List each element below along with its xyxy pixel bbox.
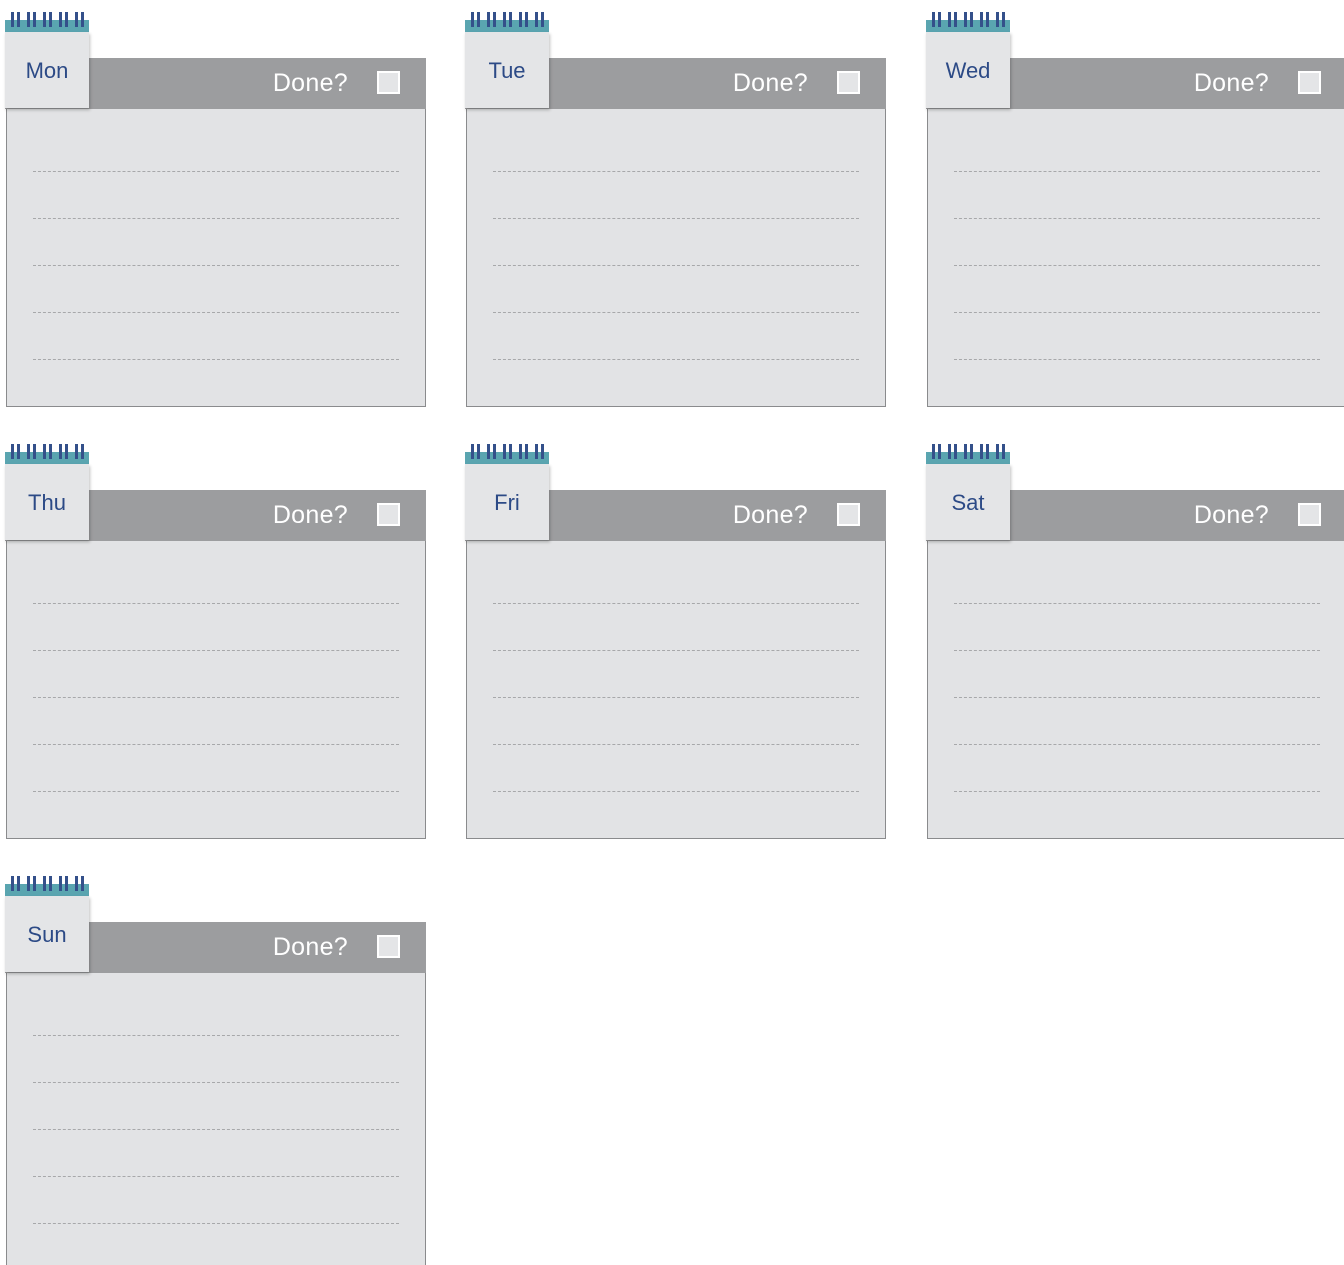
note-line: [33, 312, 399, 313]
note-line: [33, 218, 399, 219]
spiral-coil: [535, 12, 538, 27]
spiral-coil: [49, 12, 52, 27]
spiral-coil: [75, 876, 78, 891]
done-checkbox[interactable]: [1298, 503, 1321, 526]
day-card-thu: [0, 432, 420, 782]
spiral-coil: [509, 12, 512, 27]
spiral-coil: [65, 12, 68, 27]
note-line: [493, 650, 859, 651]
spiral-coil: [33, 876, 36, 891]
note-line: [33, 1223, 399, 1224]
note-line: [954, 312, 1320, 313]
spiral-binding-icon: [5, 12, 89, 32]
spiral-coil: [81, 12, 84, 27]
spiral-binding-icon: [5, 444, 89, 464]
done-label: Done?: [732, 69, 808, 97]
note-line: [33, 650, 399, 651]
note-line: [493, 603, 859, 604]
spiral-coil: [59, 444, 62, 459]
spiral-coil: [11, 12, 14, 27]
notes-area[interactable]: [927, 540, 1344, 839]
spiral-coil: [33, 12, 36, 27]
note-line: [33, 1082, 399, 1083]
note-line: [954, 359, 1320, 360]
spiral-coil: [43, 876, 46, 891]
day-card-wed: [921, 0, 1341, 350]
spiral-coil: [471, 444, 474, 459]
day-tab: [465, 464, 549, 540]
note-line: [33, 1176, 399, 1177]
spiral-coil: [541, 12, 544, 27]
spiral-coil: [65, 444, 68, 459]
spiral-coil: [519, 12, 522, 27]
spiral-coil: [525, 444, 528, 459]
note-line: [954, 218, 1320, 219]
note-line: [954, 650, 1320, 651]
note-line: [33, 791, 399, 792]
spiral-coil: [81, 444, 84, 459]
day-tab: [5, 896, 89, 972]
note-line: [493, 312, 859, 313]
spiral-coil: [65, 876, 68, 891]
notes-area[interactable]: [6, 540, 426, 839]
note-line: [493, 265, 859, 266]
spiral-coil: [75, 12, 78, 27]
note-line: [954, 171, 1320, 172]
notes-area[interactable]: [6, 108, 426, 407]
spiral-coil: [11, 876, 14, 891]
spiral-coil: [938, 12, 941, 27]
day-label: Sun: [27, 922, 67, 947]
spiral-coil: [477, 12, 480, 27]
spiral-coil: [503, 12, 506, 27]
spiral-coil: [954, 444, 957, 459]
note-line: [954, 265, 1320, 266]
spiral-coil: [996, 444, 999, 459]
note-line: [954, 791, 1320, 792]
note-line: [954, 603, 1320, 604]
spiral-coil: [17, 444, 20, 459]
note-line: [33, 603, 399, 604]
spiral-coil: [43, 444, 46, 459]
spiral-coil: [948, 12, 951, 27]
spiral-coil: [477, 444, 480, 459]
spiral-coil: [525, 12, 528, 27]
spiral-coil: [49, 444, 52, 459]
spiral-coil: [1002, 12, 1005, 27]
spiral-coil: [948, 444, 951, 459]
notes-area[interactable]: [466, 108, 886, 407]
day-label: Tue: [488, 58, 526, 83]
done-label: Done?: [272, 501, 348, 529]
spiral-coil: [964, 12, 967, 27]
done-checkbox[interactable]: [837, 71, 860, 94]
day-tab: [926, 32, 1010, 108]
spiral-coil: [535, 444, 538, 459]
note-line: [493, 791, 859, 792]
day-card-tue: [460, 0, 880, 350]
spiral-coil: [493, 12, 496, 27]
spiral-coil: [964, 444, 967, 459]
spiral-coil: [541, 444, 544, 459]
note-line: [493, 171, 859, 172]
spiral-coil: [980, 12, 983, 27]
spiral-coil: [996, 12, 999, 27]
day-tab: [5, 32, 89, 108]
spiral-binding-icon: [5, 876, 89, 896]
spiral-coil: [487, 12, 490, 27]
spiral-coil: [17, 876, 20, 891]
day-card-sun: [0, 864, 420, 1214]
day-card-mon: [0, 0, 420, 350]
spiral-binding-icon: [465, 444, 549, 464]
notes-area[interactable]: [927, 108, 1344, 407]
spiral-coil: [986, 12, 989, 27]
spiral-coil: [75, 444, 78, 459]
spiral-coil: [27, 876, 30, 891]
day-tab: [5, 464, 89, 540]
spiral-binding-icon: [465, 12, 549, 32]
note-line: [493, 697, 859, 698]
spiral-coil: [59, 12, 62, 27]
spiral-coil: [980, 444, 983, 459]
spiral-coil: [503, 444, 506, 459]
spiral-coil: [493, 444, 496, 459]
spiral-coil: [27, 12, 30, 27]
done-label: Done?: [1193, 69, 1269, 97]
spiral-coil: [49, 876, 52, 891]
note-line: [33, 744, 399, 745]
done-label: Done?: [272, 69, 348, 97]
note-line: [33, 171, 399, 172]
spiral-binding-icon: [926, 444, 1010, 464]
done-label: Done?: [1193, 501, 1269, 529]
note-line: [493, 744, 859, 745]
spiral-coil: [519, 444, 522, 459]
spiral-coil: [33, 444, 36, 459]
day-label: Mon: [25, 58, 69, 83]
note-line: [33, 697, 399, 698]
spiral-coil: [970, 444, 973, 459]
spiral-coil: [970, 12, 973, 27]
spiral-coil: [27, 444, 30, 459]
day-label: Wed: [945, 58, 991, 83]
note-line: [33, 265, 399, 266]
done-checkbox[interactable]: [377, 935, 400, 958]
notes-area[interactable]: [6, 972, 426, 1265]
note-line: [493, 218, 859, 219]
spiral-coil: [938, 444, 941, 459]
day-card-sat: [921, 432, 1341, 782]
note-line: [954, 697, 1320, 698]
spiral-coil: [986, 444, 989, 459]
spiral-coil: [487, 444, 490, 459]
spiral-coil: [43, 12, 46, 27]
day-label: Thu: [28, 490, 66, 515]
spiral-coil: [932, 12, 935, 27]
note-line: [33, 359, 399, 360]
done-checkbox[interactable]: [377, 503, 400, 526]
note-line: [33, 1035, 399, 1036]
spiral-coil: [59, 876, 62, 891]
spiral-coil: [11, 444, 14, 459]
done-label: Done?: [272, 933, 348, 961]
done-checkbox[interactable]: [1298, 71, 1321, 94]
done-label: Done?: [732, 501, 808, 529]
day-card-fri: [460, 432, 880, 782]
notes-area[interactable]: [466, 540, 886, 839]
spiral-coil: [932, 444, 935, 459]
spiral-coil: [17, 12, 20, 27]
spiral-binding-icon: [926, 12, 1010, 32]
spiral-coil: [81, 876, 84, 891]
day-label: Fri: [494, 490, 520, 515]
day-label: Sat: [951, 490, 985, 515]
day-tab: [926, 464, 1010, 540]
done-checkbox[interactable]: [837, 503, 860, 526]
note-line: [493, 359, 859, 360]
spiral-coil: [1002, 444, 1005, 459]
done-checkbox[interactable]: [377, 71, 400, 94]
note-line: [33, 1129, 399, 1130]
note-line: [954, 744, 1320, 745]
spiral-coil: [509, 444, 512, 459]
spiral-coil: [471, 12, 474, 27]
day-tab: [465, 32, 549, 108]
spiral-coil: [954, 12, 957, 27]
